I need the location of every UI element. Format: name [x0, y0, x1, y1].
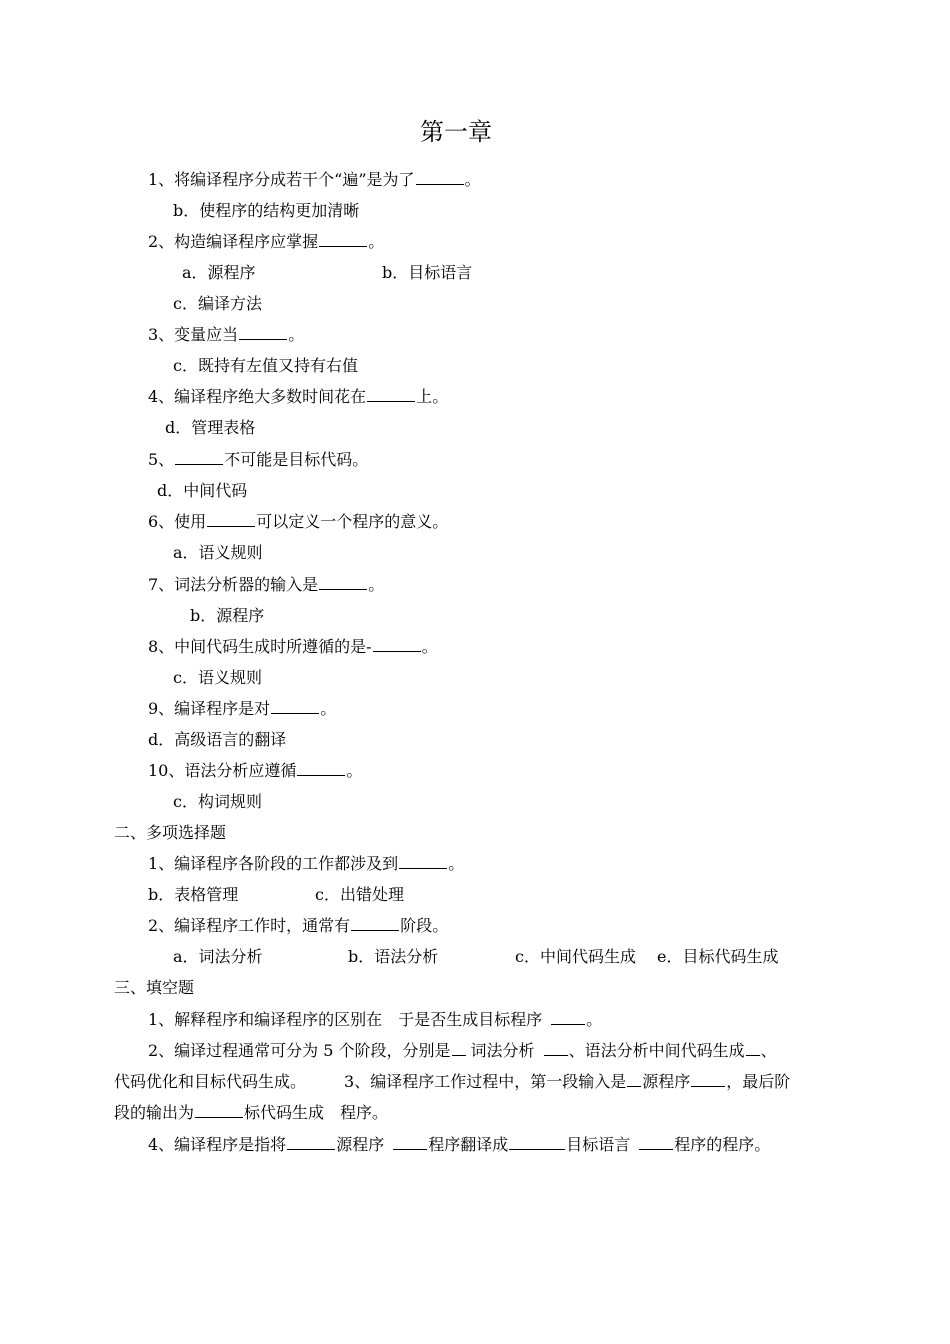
question-1: [148, 169, 481, 191]
question-text: 10、语法分析应遵循: [148, 761, 297, 780]
question-text: 5、: [148, 450, 175, 469]
question-text-cont: 程序翻译成: [428, 1135, 509, 1154]
question-suffix: 。: [586, 1010, 603, 1029]
answer-option: b．语法分析: [348, 947, 439, 966]
question-text: 7、词法分析器的输入是: [148, 575, 319, 594]
answer-blank: [271, 699, 319, 714]
fill-question-2: [148, 1040, 777, 1062]
question-3: [148, 324, 304, 346]
answer-option: c．编译方法: [173, 294, 262, 313]
question-text: 2、构造编译程序应掌握: [148, 232, 319, 251]
question-suffix: 。: [368, 232, 385, 251]
question-5: [148, 449, 368, 471]
question-text: 1、将编译程序分成若干个“遍”是为了: [148, 170, 415, 189]
answer-option: a．源程序: [182, 263, 256, 282]
answer-blank: [297, 761, 345, 776]
answer-option: e．目标代码生成: [657, 947, 779, 966]
answer-blank: [399, 854, 447, 869]
fill-question-1: [148, 1009, 602, 1031]
answer-blank: [175, 450, 223, 465]
answer-blank: [287, 1135, 335, 1150]
question-suffix: 。: [320, 699, 337, 718]
question-text: 4、编译程序绝大多数时间花在: [148, 387, 367, 406]
multi-question-1: [148, 853, 464, 875]
answer-option: d．高级语言的翻译: [148, 730, 287, 749]
section-heading-fill-in: 三、填空题: [114, 978, 195, 997]
question-text: 3、变量应当: [148, 325, 239, 344]
answer-blank: [627, 1072, 641, 1087]
answer-option: b．源程序: [190, 606, 265, 625]
question-text: 1、编译程序各阶段的工作都涉及到: [148, 854, 399, 873]
answer-blank: [207, 512, 255, 527]
answer-option: c．出错处理: [315, 885, 404, 904]
question-4: [148, 386, 448, 408]
question-2: [148, 231, 384, 253]
answer-option: c．既持有左值又持有右值: [173, 356, 358, 375]
answer-blank: [367, 387, 415, 402]
answer-blank: [551, 1010, 585, 1025]
answer-blank: [239, 325, 287, 340]
answer-blank: [639, 1135, 673, 1150]
answer-blank: [351, 916, 399, 931]
answer-option: c．语义规则: [173, 668, 262, 687]
question-text-cont: 、语法分析中间代码生成: [568, 1041, 745, 1060]
question-text-cont: 于是否生成目标程序: [398, 1010, 543, 1029]
question-suffix: 不可能是目标代码。: [224, 450, 369, 469]
answer-text: 词法分析: [470, 1041, 535, 1060]
question-text-cont: 代码优化和目标代码生成。: [114, 1072, 307, 1091]
question-10: [148, 760, 362, 782]
answer-option: d．中间代码: [157, 481, 248, 500]
answer-option: c．中间代码生成: [515, 947, 636, 966]
section-heading-multiple-choice: 二、多项选择题: [114, 823, 227, 842]
question-text: 4、编译程序是指将: [148, 1135, 287, 1154]
question-suffix: 程序的程序。: [674, 1135, 771, 1154]
question-text-cont: 段的输出为: [114, 1103, 195, 1122]
answer-option: b．使程序的结构更加清晰: [173, 201, 360, 220]
question-9: [148, 698, 336, 720]
fill-question-4: [148, 1134, 770, 1156]
page-title: 第一章: [420, 118, 492, 146]
question-suffix: 。: [288, 325, 305, 344]
answer-blank: [452, 1041, 466, 1056]
question-text: 2、编译过程通常可分为 5 个阶段，分别是: [148, 1041, 451, 1060]
answer-text: 目标语言: [566, 1135, 631, 1154]
question-suffix: 阶段。: [400, 916, 449, 935]
question-text: 8、中间代码生成时所遵循的是-: [148, 637, 372, 656]
question-suffix: 。: [421, 637, 438, 656]
answer-blank: [509, 1135, 565, 1150]
fill-question-3: 3、编译程序工作过程中，第一段输入是: [344, 1072, 627, 1091]
answer-blank: [319, 232, 367, 247]
answer-option: b．表格管理: [148, 885, 239, 904]
answer-blank: [373, 637, 421, 652]
answer-blank: [393, 1135, 427, 1150]
answer-option: d．管理表格: [165, 418, 256, 437]
question-text: 6、使用: [148, 512, 207, 531]
answer-text: 源程序: [336, 1135, 385, 1154]
question-7: [148, 574, 384, 596]
question-suffix: 。: [368, 575, 385, 594]
question-8: [148, 636, 438, 658]
answer-blank: [416, 170, 464, 185]
answer-option: a．词法分析: [173, 947, 263, 966]
multi-question-2: [148, 915, 448, 937]
question-suffix: 可以定义一个程序的意义。: [256, 512, 449, 531]
fill-question-3-continued: [114, 1102, 388, 1124]
answer-text: 源程序: [642, 1072, 691, 1091]
answer-blank: [691, 1072, 725, 1087]
question-suffix: 、: [760, 1041, 777, 1060]
answer-option: a．语义规则: [173, 543, 263, 562]
question-text: 9、编译程序是对: [148, 699, 271, 718]
question-6: [148, 511, 448, 533]
answer-option: b．目标语言: [382, 263, 473, 282]
answer-text: 标代码生成: [244, 1103, 325, 1122]
question-text: 2、编译程序工作时，通常有: [148, 916, 351, 935]
fill-question-2-continued: [114, 1071, 790, 1093]
answer-blank: [319, 575, 367, 590]
question-suffix: 。: [464, 170, 481, 189]
question-text: 1、解释程序和编译程序的区别在: [148, 1010, 383, 1029]
question-suffix: 。: [346, 761, 363, 780]
answer-option: c．构词规则: [173, 792, 262, 811]
question-suffix: 。: [448, 854, 465, 873]
question-text-cont: ，最后阶: [726, 1072, 791, 1091]
answer-blank: [195, 1103, 243, 1118]
answer-blank: [544, 1041, 568, 1056]
answer-blank: [746, 1041, 760, 1056]
question-suffix: 程序。: [340, 1103, 389, 1122]
question-suffix: 上。: [416, 387, 449, 406]
